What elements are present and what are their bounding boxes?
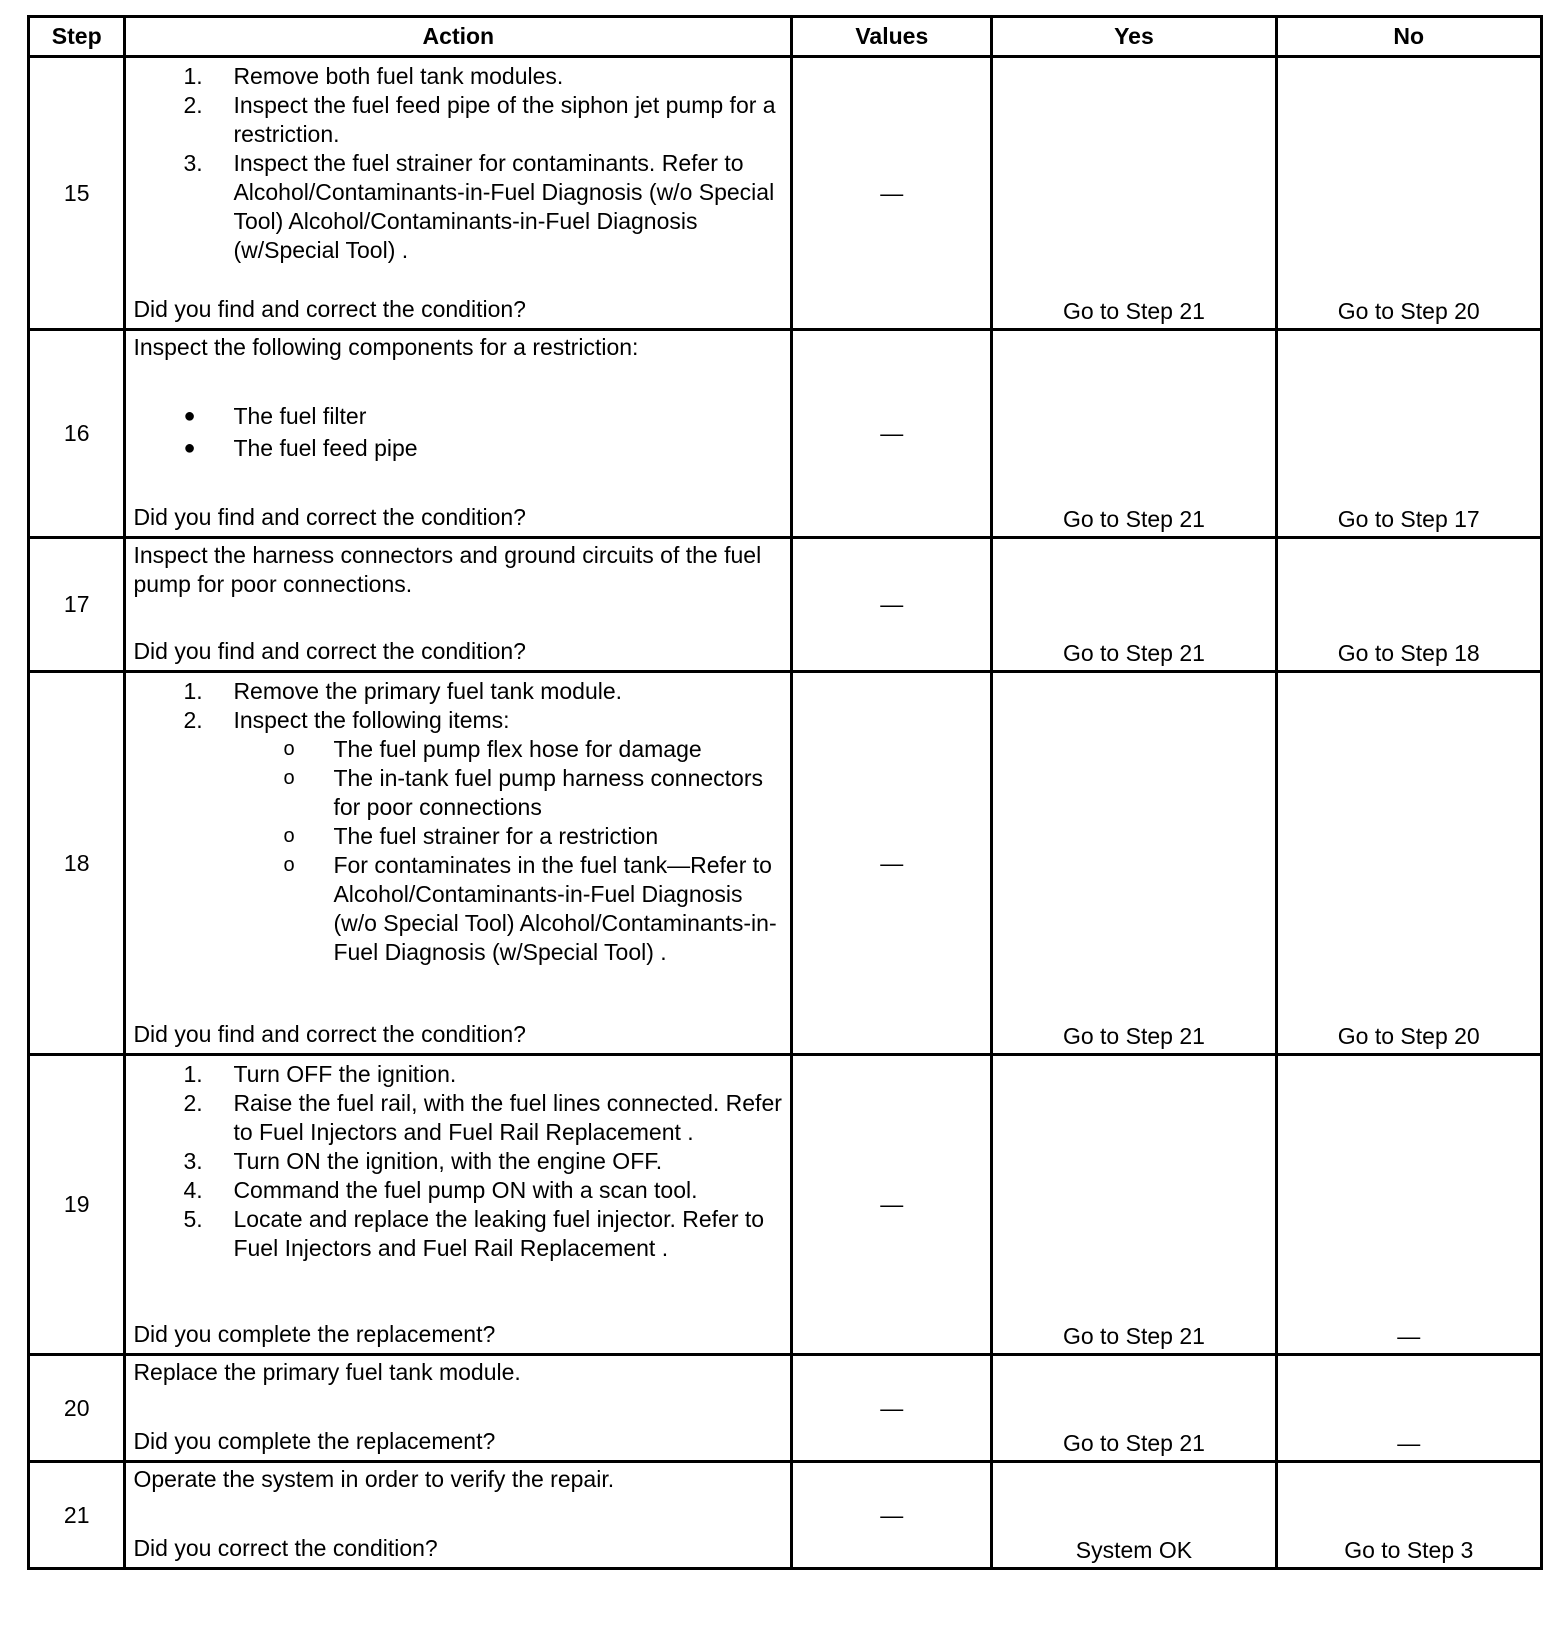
no-cell: — xyxy=(1276,1055,1541,1355)
sub-list xyxy=(233,735,782,967)
question-text: Did you complete the replacement? xyxy=(133,1428,496,1454)
step-number: 18 xyxy=(29,672,125,1055)
table-row xyxy=(29,672,1542,1055)
action-cell xyxy=(125,1462,792,1569)
sub-list-item: o The fuel strainer for a restriction xyxy=(283,823,659,849)
sub-list-item: o For contaminates in the fuel tank—Refer to Alcohol/Contaminants-in-Fuel Diagnosis (w/o Special Tool) Alcohol/Contaminants-in-Fuel Diagnosis (w/Special Tool) . xyxy=(283,852,777,965)
sub-list-item: o The fuel pump flex hose for damage xyxy=(283,736,702,762)
step-number: 17 xyxy=(29,538,125,672)
question-text: Did you correct the condition? xyxy=(133,1535,438,1561)
action-cell xyxy=(125,1055,792,1355)
action-cell xyxy=(125,1355,792,1462)
step-number: 20 xyxy=(29,1355,125,1462)
no-cell: Go to Step 18 xyxy=(1276,538,1541,672)
list-item: 1. Remove both fuel tank modules. xyxy=(183,63,564,89)
header-step: Step xyxy=(29,17,125,57)
value-cell: — xyxy=(792,57,992,330)
intro-text: Inspect the harness connectors and ground circuits of the fuel pump for poor connections. xyxy=(133,542,762,597)
list-item: 5. Locate and replace the leaking fuel injector. Refer to Fuel Injectors and Fuel Rail Replacement . xyxy=(183,1206,765,1261)
question-text: Did you find and correct the condition? xyxy=(133,1021,526,1047)
table-row xyxy=(29,1055,1542,1355)
yes-cell: Go to Step 21 xyxy=(992,672,1276,1055)
yes-cell: Go to Step 21 xyxy=(992,538,1276,672)
intro-text: Replace the primary fuel tank module. xyxy=(133,1359,521,1385)
table-row xyxy=(29,1462,1542,1569)
value-cell: — xyxy=(792,330,992,538)
yes-cell: Go to Step 21 xyxy=(992,1055,1276,1355)
list-item: ● The fuel feed pipe xyxy=(183,435,418,461)
question-text: Did you find and correct the condition? xyxy=(133,296,526,322)
value-cell: — xyxy=(792,1355,992,1462)
table-row xyxy=(29,1355,1542,1462)
sub-list-item: o The in-tank fuel pump harness connectors for poor connections xyxy=(283,765,764,820)
list-item: ● The fuel filter xyxy=(183,403,367,429)
header-no: No xyxy=(1276,17,1541,57)
numbered-list xyxy=(133,1060,782,1263)
table-row xyxy=(29,57,1542,330)
action-cell xyxy=(125,330,792,538)
no-cell: Go to Step 3 xyxy=(1276,1462,1541,1569)
yes-cell: Go to Step 21 xyxy=(992,330,1276,538)
header-values: Values xyxy=(792,17,992,57)
list-item: 1. Remove the primary fuel tank module. xyxy=(183,678,623,704)
list-item: 3. Turn ON the ignition, with the engine OFF. xyxy=(183,1148,663,1174)
header-action: Action xyxy=(125,17,792,57)
bullet-list xyxy=(133,402,782,463)
yes-cell: System OK xyxy=(992,1462,1276,1569)
list-item: 4. Command the fuel pump ON with a scan tool. xyxy=(183,1177,698,1203)
no-cell: Go to Step 17 xyxy=(1276,330,1541,538)
action-cell xyxy=(125,672,792,1055)
intro-text: Operate the system in order to verify the repair. xyxy=(133,1466,615,1492)
question-text: Did you find and correct the condition? xyxy=(133,504,526,530)
no-cell: Go to Step 20 xyxy=(1276,672,1541,1055)
table-row xyxy=(29,538,1542,672)
list-item: 2. Raise the fuel rail, with the fuel lines connected. Refer to Fuel Injectors and Fuel Rail Replacement . xyxy=(183,1090,782,1145)
step-number: 19 xyxy=(29,1055,125,1355)
value-cell: — xyxy=(792,538,992,672)
list-item: 2. Inspect the fuel feed pipe of the siphon jet pump for a restriction. xyxy=(183,92,776,147)
diagnostic-table xyxy=(27,15,1543,1570)
step-number: 21 xyxy=(29,1462,125,1569)
value-cell: — xyxy=(792,1462,992,1569)
header-row xyxy=(29,17,1542,57)
action-cell xyxy=(125,538,792,672)
list-item: 3. Inspect the fuel strainer for contaminants. Refer to Alcohol/Contaminants-in-Fuel Diagnosis (w/o Special Tool) Alcohol/Contaminants-in-Fuel Diagnosis (w/Special Tool) . xyxy=(183,150,775,263)
value-cell: — xyxy=(792,672,992,1055)
numbered-list xyxy=(133,62,782,265)
step-number: 16 xyxy=(29,330,125,538)
no-cell: — xyxy=(1276,1355,1541,1462)
list-item: 1. Turn OFF the ignition. xyxy=(183,1061,457,1087)
no-cell: Go to Step 20 xyxy=(1276,57,1541,330)
yes-cell: Go to Step 21 xyxy=(992,1355,1276,1462)
question-text: Did you complete the replacement? xyxy=(133,1321,496,1347)
step-number: 15 xyxy=(29,57,125,330)
question-text: Did you find and correct the condition? xyxy=(133,638,526,664)
table-row xyxy=(29,330,1542,538)
action-cell xyxy=(125,57,792,330)
header-yes: Yes xyxy=(992,17,1276,57)
yes-cell: Go to Step 21 xyxy=(992,57,1276,330)
intro-text: Inspect the following components for a restriction: xyxy=(133,334,639,360)
value-cell: — xyxy=(792,1055,992,1355)
list-item: 2. Inspect the following items: o The fuel pump flex hose for damage o The in-tank fuel pump harness connectors for poor connections o The fuel strainer for a restriction o For contaminates in the fuel tank—Refer to Alcohol/Contaminants-in-Fuel Diagnosis (w/o Special Tool) Alcohol/Contaminants-in-Fuel Diagnosis (w/Special Tool) . xyxy=(133,706,782,967)
numbered-list xyxy=(133,677,782,967)
